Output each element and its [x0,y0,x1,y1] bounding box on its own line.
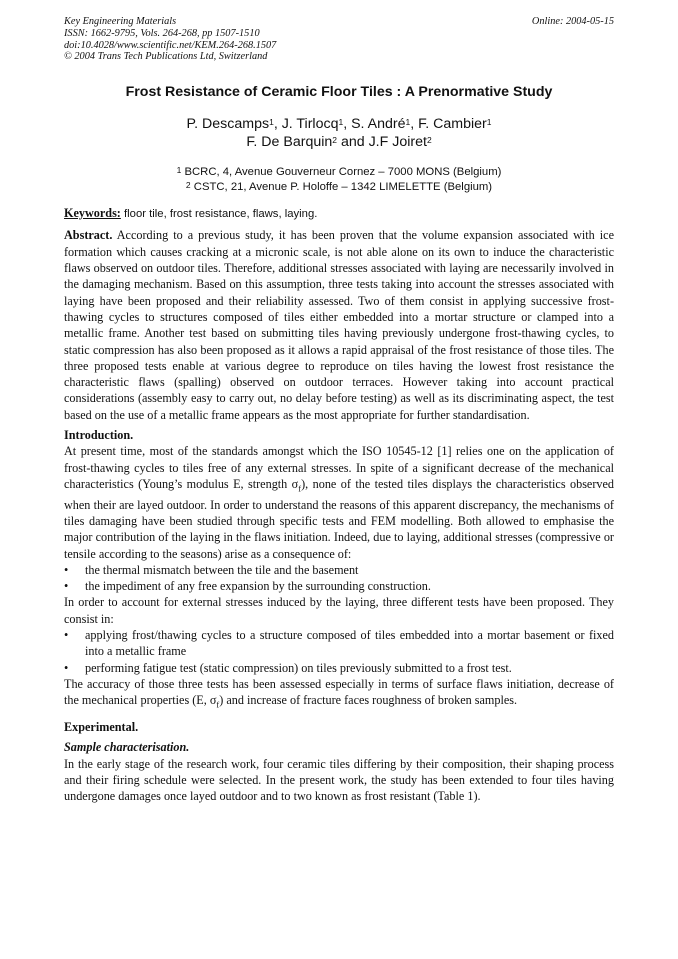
introduction-paragraph-3 [64,676,614,713]
author-name: , J. Tirlocq [273,116,339,133]
abstract-label: Abstract. [64,228,113,243]
keywords [64,205,614,222]
bullet-icon: • [64,628,69,643]
experimental-paragraph-1: In the early stage of the research work, four ceramic tiles differing by their composition, their shaping process and their firing schedule were selected. In the present work, the study has been extended to four tiles having undergone damages once layed outdoor and to two known as frost resistant (Table 1). [64,756,614,804]
paragraph-text: ), none of the tested tiles displays the characteristics observed when their are layed outdoor. In order to understand the reasons of this apparent discrepancy, the mechanisms of tiles damaging have been studied through specific tests and FEM modelling. Both allowed to emphasise the major contribution of the laying in the flaws initiation. Indeed, due to laying, additional stresses (compressive or tensile according to the seasons) arise as a consequence of: [64,476,615,561]
bullet-icon: • [64,579,69,594]
author-affil-mark: 1 [338,117,344,128]
paragraph-text: The accuracy of those three tests has been assessed especially in terms of surface flaws initiation, decrease of the mechanical properties (E, σ [64,676,614,708]
author-affil-mark: 1 [269,117,274,128]
affiliation-text: CSTC, 21, Avenue P. Holoffe – 1342 LIMELETTE (Belgium) [190,180,493,193]
bullet-item [64,627,614,660]
experimental-heading: Experimental. [64,719,139,734]
bullet-item [64,578,614,594]
issn-line: ISSN: 1662-9795, Vols. 264-268, pp 1507-1510 [64,27,260,39]
author-list [64,115,614,151]
author-name: P. Descamps [186,116,270,133]
journal-header [64,16,614,63]
paper-page [64,16,614,804]
author-affil-mark: 1 [405,117,411,128]
author-name: F. De Barquin [246,134,333,151]
author-affil-mark: 2 [426,135,432,146]
online-date: Online: 2004-05-15 [531,16,614,27]
paragraph-text: ) and increase of fracture faces roughness of broken samples. [219,693,518,708]
abstract-text: According to a previous study, it has been proven that the volume expansion associated with ice formation which causes cracking at a micronic scale, is not able alone on its own to induce the characteristic flaws observed on outdoor tiles. Therefore, additional stresses associated with laying are necessarily involved in the damaging mechanism. Based on this assumption, three tests taking into account the stresses associated with laying have been proposed and their reliability assessed. Two of them consist in applying successive frost-thawing cycles to structures composed of tiles either embedded into a mortar structure or clamped into a metallic frame. Another test based on submitting tiles having previously undergone frost-thawing cycles, to static compression has also been proposed as it allows a rapid appraisal of the frost resistance of those tiles. The three proposed tests enable at various degree to reproduce on tiles having the lowest frost resistance the characteristic flaws (spalling) observed on outdoor terraces. However taking into account practical considerations (assembly easy to carry out, no delay before testing) as well as its discriminating aspect, the test based on the use of a metallic frame appears as the most appropriate for further standardisation. [64,228,614,422]
sample-characterisation-heading: Sample characterisation. [64,740,190,755]
paragraph-text: At present time, most of the standards amongst which the ISO 10545-12 [1] relies one on the application of frost-thawing cycles to tiles free of any external stresses. In spite of a significant decrease of the mechanical characteristics (Young’s modulus E, strength σ [64,444,614,491]
bullet-text: the impediment of any free expansion by the surrounding construction. [85,579,431,594]
introduction-heading: Introduction. [64,428,134,443]
introduction-paragraph-1 [64,443,614,562]
author-line-2 [64,133,614,151]
author-line-1 [64,115,614,133]
author-name: , S. André [343,116,406,133]
author-affil-mark: 2 [332,135,338,146]
bullet-text: applying frost/thawing cycles to a structure composed of tiles embedded into a mortar basement or fixed into a metallic frame [85,628,614,659]
bullet-text: performing fatigue test (static compression) on tiles previously submitted to a frost test. [85,660,512,675]
affiliation-1 [64,165,614,180]
author-name: and J.F Joiret [337,134,427,151]
affiliation-mark: 1 [176,165,182,176]
subscript: f [216,699,220,710]
author-affil-mark: 1 [486,117,492,128]
affiliation-2 [64,180,614,195]
copyright-line: © 2004 Trans Tech Publications Ltd, Switzerland [64,51,268,63]
affiliation-mark: 2 [185,179,191,190]
doi-line: doi:10.4028/www.scientific.net/KEM.264-268.1507 [64,39,277,51]
bullet-item [64,660,614,676]
affiliations [64,165,614,194]
abstract [64,227,614,423]
introduction-paragraph-2: In order to account for external stresses induced by the laying, three different tests have been proposed. They consist in: [64,595,614,626]
bullet-item [64,562,614,578]
keywords-text: floor tile, frost resistance, flaws, laying. [120,208,318,221]
keywords-label: Keywords: [64,206,121,221]
subscript: f [298,483,302,494]
affiliation-text: BCRC, 4, Avenue Gouverneur Cornez – 7000 MONS (Belgium) [181,166,502,179]
bullet-icon: • [64,562,69,577]
author-name: , F. Cambier [410,116,487,133]
journal-name: Key Engineering Materials [64,16,177,27]
bullet-text: the thermal mismatch between the tile and the basement [85,562,359,577]
bullet-icon: • [64,660,69,675]
paper-title: Frost Resistance of Ceramic Floor Tiles : A Prenormative Study [125,84,553,101]
